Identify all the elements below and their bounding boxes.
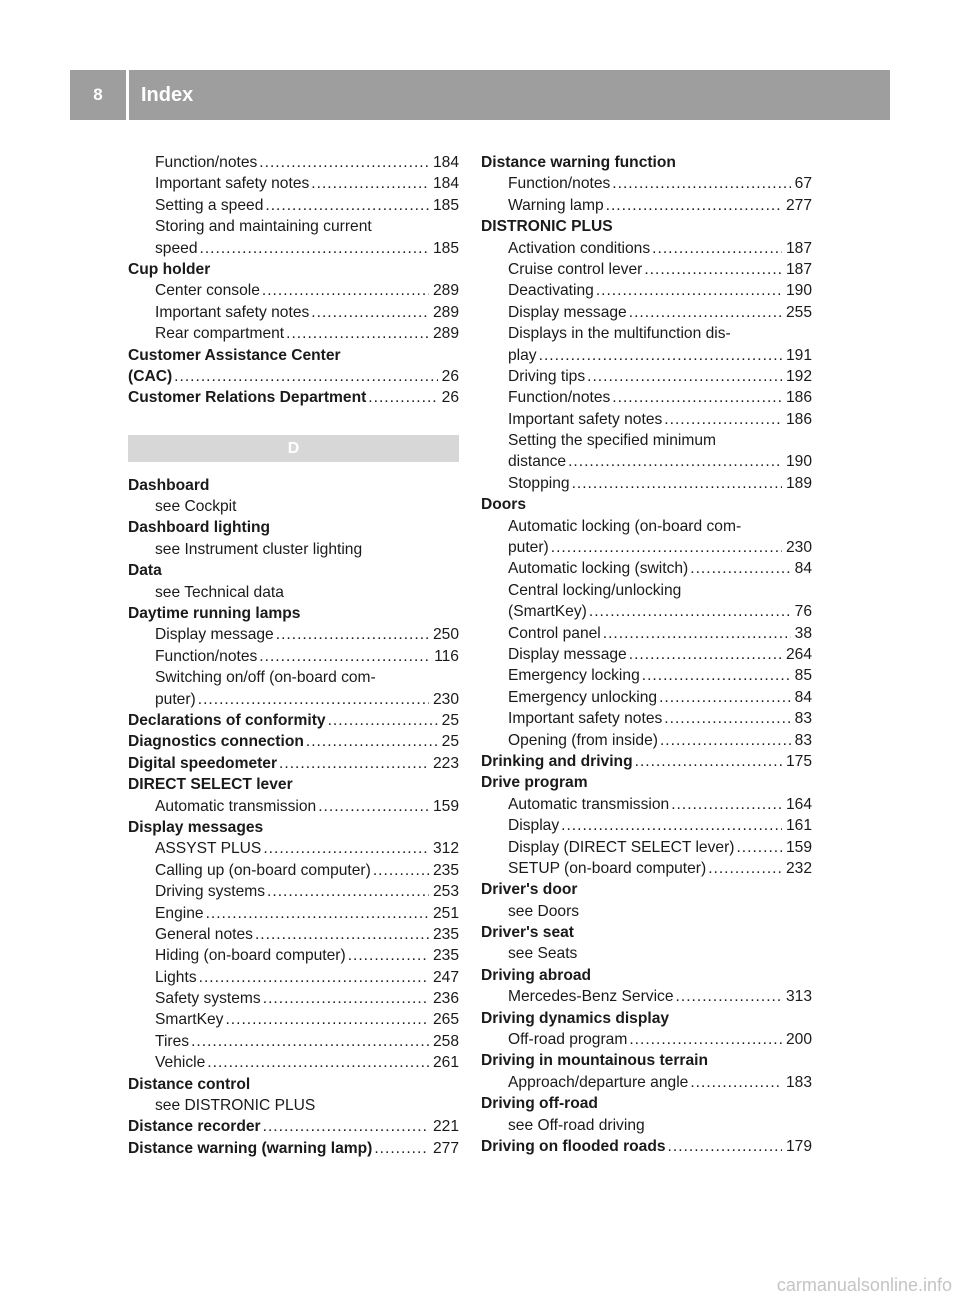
dot-leader: [262, 280, 429, 301]
index-entry: [128, 967, 459, 988]
index-entry: [481, 537, 812, 558]
index-entry-label: Deactivating: [508, 282, 594, 300]
dot-leader: [708, 858, 782, 879]
dot-leader: [259, 646, 430, 667]
index-entry-page: 200: [785, 1031, 812, 1049]
dot-leader: [587, 366, 782, 387]
index-entry: [128, 860, 459, 881]
index-entry-page: 235: [432, 947, 459, 965]
dot-leader: [198, 689, 429, 710]
index-entry-label: Function/notes: [508, 389, 611, 407]
index-entry-page: 255: [785, 303, 812, 321]
index-subentry-text: see Technical data: [155, 583, 284, 601]
index-heading: DIRECT SELECT lever: [128, 776, 293, 794]
index-subentry-text: Central locking/unlocking: [508, 581, 682, 599]
index-entry-page: 192: [785, 367, 812, 385]
index-entry-page: 184: [432, 175, 459, 193]
index-heading: Daytime running lamps: [128, 605, 301, 623]
index-subentry-text: see Cockpit: [155, 498, 237, 516]
index-heading: Doors: [481, 496, 527, 514]
dot-leader: [612, 173, 790, 194]
index-entry-page: 189: [785, 474, 812, 492]
index-entry: [481, 473, 812, 494]
dot-leader: [311, 302, 429, 323]
index-entry: [481, 1072, 812, 1093]
dot-leader: [279, 753, 429, 774]
index-entry-label: Activation conditions: [508, 239, 651, 257]
index-entry: [128, 1138, 459, 1159]
dot-leader: [311, 173, 429, 194]
index-entry-label: Important safety notes: [508, 710, 663, 728]
dot-leader: [191, 1031, 429, 1052]
dot-leader: [629, 644, 782, 665]
index-heading: Dashboard lighting: [128, 519, 271, 537]
dot-leader: [263, 1116, 429, 1137]
index-entry-page: 264: [785, 645, 812, 663]
index-subentry-text: see Off-road driving: [508, 1116, 645, 1134]
index-entry: [128, 710, 459, 731]
index-entry: [128, 731, 459, 752]
index-subentry-text: see DISTRONIC PLUS: [155, 1097, 316, 1115]
dot-leader: [606, 195, 782, 216]
index-entry-label: Mercedes-Benz Service: [508, 988, 674, 1006]
index-entry-label: Cruise control lever: [508, 260, 643, 278]
index-entry: [481, 302, 812, 323]
index-entry: [481, 708, 812, 729]
index-entry-label: Drinking and driving: [481, 752, 633, 770]
index-entry-label: distance: [508, 453, 567, 471]
index-entry-label: Vehicle: [155, 1054, 206, 1072]
index-entry: [128, 624, 459, 645]
index-entry-label: Distance recorder: [128, 1118, 261, 1136]
index-entry-page: 247: [432, 968, 459, 986]
index-entry-label: Setting a speed: [155, 196, 264, 214]
index-entry: [481, 1029, 812, 1050]
index-entry-label: puter): [155, 690, 196, 708]
index-entry: [481, 195, 812, 216]
index-entry-page: 83: [794, 731, 812, 749]
index-entry-label: Warning lamp: [508, 196, 604, 214]
dot-leader: [263, 988, 429, 1009]
index-entry-label: Display (DIRECT SELECT lever): [508, 838, 735, 856]
index-heading: Cup holder: [128, 260, 211, 278]
index-heading: Driver's door: [481, 881, 578, 899]
index-entry: [128, 646, 459, 667]
index-entry-page: 85: [794, 667, 812, 685]
index-entry-label: Display message: [155, 626, 274, 644]
dot-leader: [644, 259, 782, 280]
index-entry: [481, 280, 812, 301]
index-entry-page: 312: [432, 840, 459, 858]
index-entry-page: 25: [441, 733, 459, 751]
index-entry-page: 191: [785, 346, 812, 364]
index-entry-label: Important safety notes: [155, 303, 310, 321]
index-entry: [481, 837, 812, 858]
index-entry-page: 289: [432, 303, 459, 321]
index-entry-label: Automatic transmission: [155, 797, 317, 815]
dot-leader: [206, 903, 429, 924]
index-entry-label: Automatic transmission: [508, 795, 670, 813]
index-entry-page: 164: [785, 795, 812, 813]
index-entry: [481, 601, 812, 622]
index-heading: Dashboard: [128, 476, 210, 494]
index-entry-page: 84: [794, 560, 812, 578]
index-heading: Display messages: [128, 818, 264, 836]
index-entry: [128, 838, 459, 859]
index-entry-page: 38: [794, 624, 812, 642]
index-entry-page: 26: [441, 389, 459, 407]
index-entry-page: 289: [432, 282, 459, 300]
dot-leader: [200, 238, 429, 259]
index-entry-label: Emergency locking: [508, 667, 640, 685]
index-entry-page: 251: [432, 904, 459, 922]
index-entry-page: 116: [434, 647, 459, 665]
dot-leader: [263, 838, 429, 859]
dot-leader: [642, 665, 791, 686]
index-entry-page: 277: [785, 196, 812, 214]
index-entry: [481, 644, 812, 665]
dot-leader: [603, 623, 791, 644]
index-heading: Customer Assistance Center: [128, 346, 341, 364]
dot-leader: [368, 387, 437, 408]
dot-leader: [174, 366, 437, 387]
index-entry-page: 185: [432, 239, 459, 257]
index-entry: [128, 1052, 459, 1073]
index-entry-page: 230: [432, 690, 459, 708]
index-entry-label: ASSYST PLUS: [155, 840, 262, 858]
dot-leader: [690, 1072, 782, 1093]
index-entry: [128, 1009, 459, 1030]
dot-leader: [225, 1009, 429, 1030]
index-entry: [481, 366, 812, 387]
index-entry: [128, 988, 459, 1009]
index-entry-page: 253: [432, 883, 459, 901]
index-heading: Driving dynamics display: [481, 1009, 670, 1027]
index-entry: [481, 259, 812, 280]
index-entry-page: 235: [432, 861, 459, 879]
index-entry: [481, 558, 812, 579]
index-entry-label: Display message: [508, 303, 627, 321]
index-entry-page: 159: [785, 838, 812, 856]
dot-leader: [664, 708, 790, 729]
dot-leader: [306, 731, 438, 752]
dot-leader: [561, 815, 782, 836]
index-entry-label: Distance warning (warning lamp): [128, 1139, 373, 1157]
index-column-left: [128, 152, 459, 1159]
index-entry: [481, 986, 812, 1007]
index-entry: [481, 387, 812, 408]
index-entry: [481, 409, 812, 430]
index-entry: [128, 903, 459, 924]
index-entry-page: 25: [441, 711, 459, 729]
index-entry-page: 83: [794, 710, 812, 728]
index-entry-label: Customer Relations Department: [128, 389, 367, 407]
index-entry-label: Digital speedometer: [128, 754, 278, 772]
column-gap: [128, 409, 459, 435]
dot-leader: [629, 302, 782, 323]
index-entry-label: Tires: [155, 1032, 190, 1050]
page-header: [70, 70, 890, 120]
index-entry: [128, 1116, 459, 1137]
dot-leader: [328, 710, 438, 731]
index-entry-page: 313: [785, 988, 812, 1006]
index-subentry-text: see Seats: [508, 945, 578, 963]
index-entry-label: Hiding (on-board computer): [155, 947, 346, 965]
index-entry-page: 261: [432, 1054, 459, 1072]
section-title: Index: [141, 84, 194, 106]
index-heading: Driving in mountainous terrain: [481, 1052, 708, 1070]
dot-leader: [199, 967, 429, 988]
index-entry-page: 258: [432, 1032, 459, 1050]
index-entry: [128, 1031, 459, 1052]
index-entry-page: 175: [785, 752, 812, 770]
index-entry-label: Driving tips: [508, 367, 586, 385]
index-entry-label: Center console: [155, 282, 260, 300]
index-subentry-text: Displays in the multifunction dis-: [508, 325, 731, 343]
index-letter-heading: D: [128, 435, 459, 462]
dot-leader: [373, 860, 429, 881]
index-entry-label: Important safety notes: [155, 175, 310, 193]
dot-leader: [572, 473, 782, 494]
index-heading: Driving abroad: [481, 966, 592, 984]
index-entry-page: 84: [794, 688, 812, 706]
index-entry-label: SmartKey: [155, 1011, 224, 1029]
index-entry-page: 187: [785, 260, 812, 278]
index-entry-label: Control panel: [508, 624, 601, 642]
index-entry-label: puter): [508, 539, 549, 557]
index-entry-page: 159: [432, 797, 459, 815]
dot-leader: [635, 751, 782, 772]
index-subentry-text: see Doors: [508, 902, 580, 920]
index-heading: Distance warning function: [481, 154, 676, 171]
index-entry: [481, 1136, 812, 1157]
index-entry: [128, 366, 459, 387]
watermark: carmanualsonline.info: [776, 1275, 952, 1295]
dot-leader: [660, 730, 791, 751]
index-entry-page: 185: [432, 196, 459, 214]
dot-leader: [736, 837, 782, 858]
index-entry-page: 76: [794, 603, 812, 621]
index-entry-label: Function/notes: [155, 647, 258, 665]
index-entry-page: 190: [785, 453, 812, 471]
index-entry: [481, 451, 812, 472]
index-entry-label: (SmartKey): [508, 603, 587, 621]
index-entry: [481, 730, 812, 751]
index-entry: [481, 815, 812, 836]
dot-leader: [589, 601, 791, 622]
dot-leader: [612, 387, 782, 408]
index-entry: [128, 881, 459, 902]
index-entry-page: 190: [785, 282, 812, 300]
index-entry-page: 223: [432, 754, 459, 772]
index-entry-label: General notes: [155, 925, 253, 943]
index-heading: Driving off-road: [481, 1095, 598, 1113]
dot-leader: [286, 323, 429, 344]
index-entry: [128, 323, 459, 344]
index-entry: [481, 665, 812, 686]
index-entry: [128, 195, 459, 216]
index-entry-page: 184: [432, 154, 459, 171]
index-entry-label: Opening (from inside): [508, 731, 658, 749]
index-entry-label: Approach/departure angle: [508, 1073, 689, 1091]
index-entry-label: Engine: [155, 904, 204, 922]
index-entry: [481, 623, 812, 644]
index-entry: [128, 152, 459, 173]
index-entry-label: Safety systems: [155, 990, 261, 1008]
index-entry-page: 250: [432, 626, 459, 644]
index-entry-label: Display message: [508, 645, 627, 663]
index-entry-label: Important safety notes: [508, 410, 663, 428]
index-entry: [128, 387, 459, 408]
index-entry: [128, 173, 459, 194]
index-entry: [481, 858, 812, 879]
dot-leader: [568, 451, 782, 472]
index-entry: [128, 945, 459, 966]
index-entry-page: 67: [794, 175, 812, 193]
index-entry-label: SETUP (on-board computer): [508, 859, 707, 877]
dot-leader: [276, 624, 429, 645]
index-heading: Driver's seat: [481, 924, 574, 942]
index-subentry-text: Storing and maintaining current: [155, 218, 372, 236]
index-entry-page: 183: [785, 1073, 812, 1091]
dot-leader: [659, 687, 791, 708]
index-heading: DISTRONIC PLUS: [481, 218, 613, 236]
dot-leader: [664, 409, 782, 430]
index-entry-label: Calling up (on-board computer): [155, 861, 371, 879]
index-entry-label: Declarations of conformity: [128, 711, 326, 729]
index-entry-page: 235: [432, 925, 459, 943]
index-entry-label: Driving systems: [155, 883, 266, 901]
index-heading: Data: [128, 562, 162, 580]
dot-leader: [596, 280, 782, 301]
dot-leader: [259, 152, 429, 173]
index-entry-page: 289: [432, 325, 459, 343]
index-heading: Drive program: [481, 774, 588, 792]
index-entry: [481, 751, 812, 772]
index-entry-page: 232: [785, 859, 812, 877]
index-entry: [481, 687, 812, 708]
index-entry-page: 161: [785, 817, 812, 835]
index-entry-label: (CAC): [128, 367, 173, 385]
index-entry: [128, 796, 459, 817]
index-subentry-text: see Instrument cluster lighting: [155, 540, 363, 558]
index-entry-label: Function/notes: [155, 154, 258, 171]
index-entry-label: Emergency unlocking: [508, 688, 658, 706]
index-entry-page: 179: [785, 1137, 812, 1155]
dot-leader: [539, 345, 782, 366]
index-entry-label: Display: [508, 817, 560, 835]
dot-leader: [676, 986, 782, 1007]
dot-leader: [207, 1052, 429, 1073]
index-column-right: [481, 152, 812, 1157]
index-entry: [128, 753, 459, 774]
dot-leader: [374, 1138, 429, 1159]
index-entry: [128, 238, 459, 259]
dot-leader: [265, 195, 429, 216]
dot-leader: [629, 1029, 782, 1050]
dot-leader: [348, 945, 429, 966]
index-entry-label: Function/notes: [508, 175, 611, 193]
index-entry: [481, 238, 812, 259]
index-entry-page: 187: [785, 239, 812, 257]
page-number: 8: [93, 85, 103, 104]
index-subentry-text: Setting the specified minimum: [508, 432, 717, 450]
dot-leader: [267, 881, 429, 902]
index-entry-label: Lights: [155, 968, 197, 986]
index-entry-label: Rear compartment: [155, 325, 285, 343]
dot-leader: [318, 796, 429, 817]
index-entry-page: 236: [432, 990, 459, 1008]
dot-leader: [652, 238, 782, 259]
index-subentry-text: Automatic locking (on-board com-: [508, 517, 742, 535]
dot-leader: [690, 558, 790, 579]
index-entry-page: 186: [785, 389, 812, 407]
index-entry-page: 26: [441, 367, 459, 385]
dot-leader: [551, 537, 782, 558]
index-entry-label: Off-road program: [508, 1031, 628, 1049]
dot-leader: [255, 924, 429, 945]
index-entry: [481, 173, 812, 194]
index-entry: [128, 280, 459, 301]
header-divider: [126, 70, 129, 120]
index-entry-label: Diagnostics connection: [128, 733, 304, 751]
index-heading: Distance control: [128, 1075, 251, 1093]
index-entry-label: Driving on flooded roads: [481, 1137, 666, 1155]
index-entry: [481, 345, 812, 366]
index-entry-page: 186: [785, 410, 812, 428]
index-entry-page: 230: [785, 539, 812, 557]
dot-leader: [671, 794, 782, 815]
index-entry: [128, 302, 459, 323]
index-subentry-text: Switching on/off (on-board com-: [155, 669, 376, 687]
index-entry-label: play: [508, 346, 537, 364]
index-entry: [481, 794, 812, 815]
index-entry-label: Stopping: [508, 474, 570, 492]
dot-leader: [668, 1136, 782, 1157]
index-entry-label: Automatic locking (switch): [508, 560, 689, 578]
index-entry-page: 265: [432, 1011, 459, 1029]
index-entry-page: 277: [432, 1139, 459, 1157]
index-entry-label: speed: [155, 239, 198, 257]
index-entry-page: 221: [432, 1118, 459, 1136]
index-entry: [128, 924, 459, 945]
index-entry: [128, 689, 459, 710]
